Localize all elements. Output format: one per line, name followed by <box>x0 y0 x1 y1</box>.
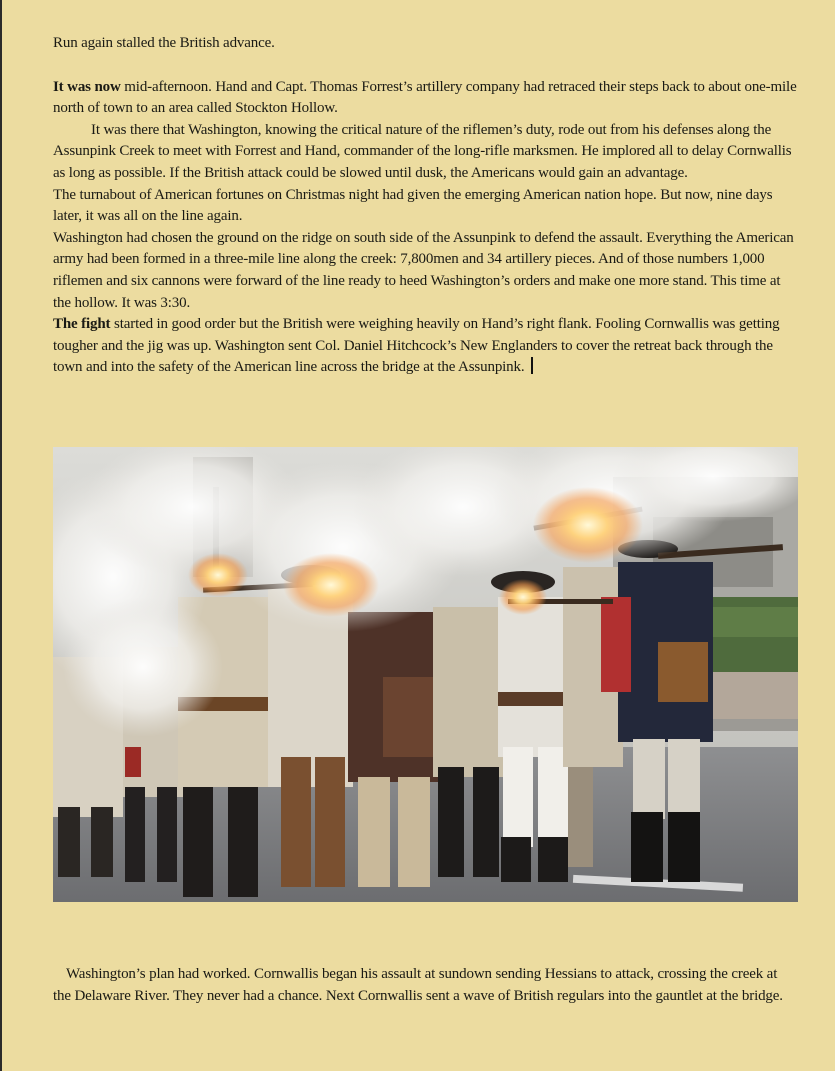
paragraph-washington-rode-out <box>53 120 798 185</box>
paragraph-plan-worked <box>53 964 798 1007</box>
text-cursor[interactable] <box>531 357 533 374</box>
paragraph-the-fight <box>53 314 798 379</box>
paragraph-run-again: Run again stalled the British advance. <box>53 35 275 51</box>
article-text-bottom <box>53 964 798 1007</box>
paragraph-mid-afternoon <box>53 77 798 120</box>
paragraph-plan-worked-body: Washington’s plan had worked. Cornwallis began his assault at sundown sending Hessians to attack, crossing the creek at the Delaware River. They never had a chance. Next Cornwallis sent a wave of British regulars into the gauntlet at the bridge. <box>53 966 783 1004</box>
paragraph-lead-the-fight: The fight <box>53 316 111 333</box>
paragraph-mid-afternoon-body: mid-afternoon. Hand and Capt. Thomas Forrest’s artillery company had retraced their steps back to about one-mile north of town to an area called Stockton Hollow. <box>53 78 797 117</box>
paragraph-the-fight-body: started in good order but the British were weighing heavily on Hand’s right flank. Fooling Cornwallis was getting tougher and the jig was up. Washington sent Col. Daniel Hitchcock’s New Englanders to cover the retreat back through the town and into the safety of the American line across the bridge at the Assunpink. <box>53 316 780 376</box>
page-left-border <box>0 0 2 1071</box>
paragraph-turnabout: The turnabout of American fortunes on Christmas night had given the emerging American nation hope. But now, nine days later, it was all on the line again. <box>53 186 773 225</box>
paragraph-washington-rode-out-body: It was there that Washington, knowing the critical nature of the riflemen’s duty, rode out from his defenses along the Assunpink Creek to meet with Forrest and Hand, commander of the long-rifle marksmen. He implored all to delay Cornwallis as long as possible. If the British attack could be slowed until dusk, the Americans would gain an advantage. <box>53 121 792 181</box>
paragraph-chosen-ground: Washington had chosen the ground on the ridge on south side of the Assunpink to defend the assault. Everything the American army had been formed in a three-mile line along the creek: 7,800men and 34 artillery pieces. And of those numbers 1,000 riflemen and six cannons were forward of the line ready to heed Washington’s orders and make one more stand. This time at the hollow. It was 3:30. <box>53 229 794 311</box>
paragraph-lead-it-was-now: It was now <box>53 78 121 95</box>
reenactment-musket-volley-photo <box>53 447 798 902</box>
article-text-top <box>53 33 798 379</box>
